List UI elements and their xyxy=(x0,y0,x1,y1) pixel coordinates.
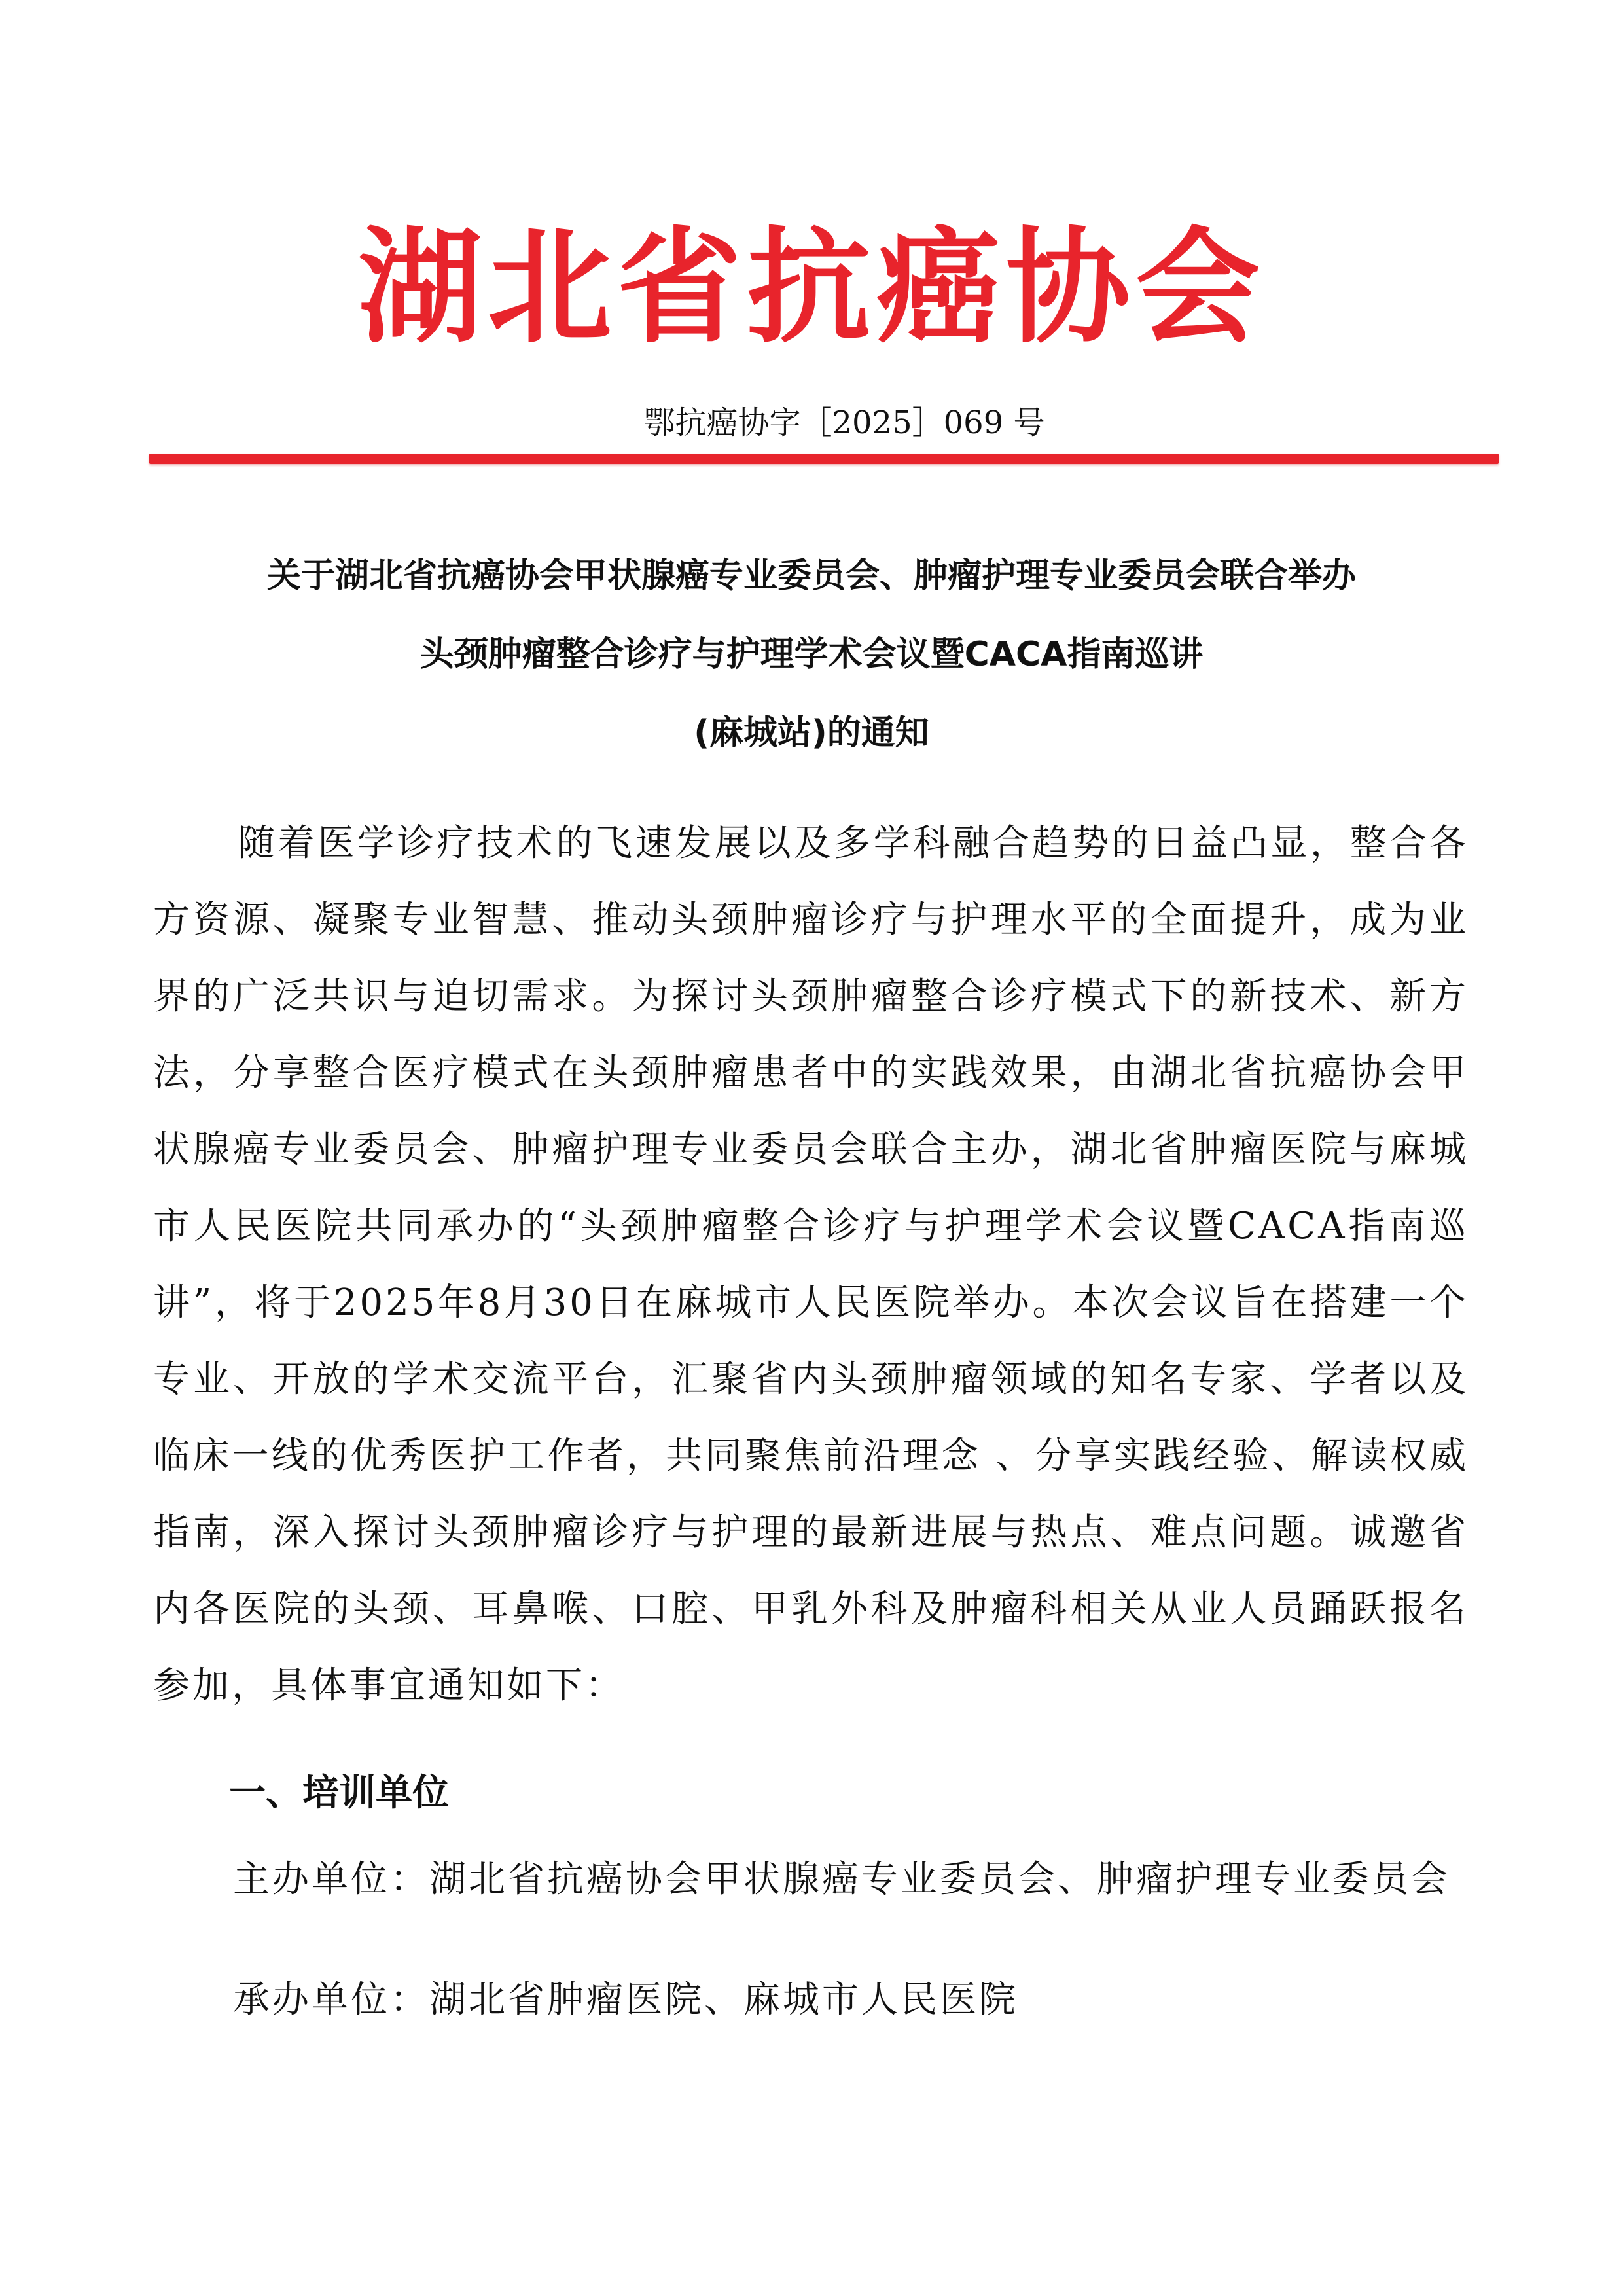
notice-title-line-2: 头颈肿瘤整合诊疗与护理学术会议暨CACA指南巡讲 xyxy=(419,635,1204,674)
notice-body xyxy=(153,805,1469,1724)
notice-title xyxy=(105,537,1518,772)
intro-paragraph: 随着医学诊疗技术的飞速发展以及多学科融合趋势的日益凸显，整合各方资源、凝聚专业智慧、推动头颈肿瘤诊疗与护理水平的全面提升，成为业界的广泛共识与迫切需求。为探讨头颈肿瘤整合诊疗模式下的新技术、新方法，分享整合医疗模式在头颈肿瘤患者中的实践效果，由湖北省抗癌协会甲状腺癌专业委员会、肿瘤护理专业委员会联合主办，湖北省肿瘤医院与麻城市人民医院共同承办的“头颈肿瘤整合诊疗与护理学术会议暨CACA指南巡讲”，将于2025年8月30日在麻城市人民医院举办。本次会议旨在搭建一个专业、开放的学术交流平台，汇聚省内头颈肿瘤领域的知名专家、学者以及临床一线的优秀医护工作者，共同聚焦前沿理念 、分享实践经验、解读权威指南，深入探讨头颈肿瘤诊疗与护理的最新进展与热点、难点问题。诚邀省内各医院的头颈、耳鼻喉、口腔、甲乳外科及肿瘤科相关从业人员踊跃报名参加，具体事宜通知如下： xyxy=(153,822,1469,1707)
document-number: 鄂抗癌协字［2025］069 号 xyxy=(643,404,1045,441)
header-divider xyxy=(149,454,1499,464)
organization-header: 湖北省抗癌协会 xyxy=(357,215,1265,360)
host-line: 承办单位：湖北省肿瘤医院、麻城市人民医院 xyxy=(233,1979,1018,2021)
organizer-line: 主办单位：湖北省抗癌协会甲状腺癌专业委员会、肿瘤护理专业委员会 xyxy=(233,1858,1450,1901)
section-heading-training-units: 一、培训单位 xyxy=(229,1772,449,1814)
notice-title-line-1: 关于湖北省抗癌协会甲状腺癌专业委员会、肿瘤护理专业委员会联合举办 xyxy=(266,556,1356,596)
notice-title-line-3: (麻城站)的通知 xyxy=(694,713,929,753)
